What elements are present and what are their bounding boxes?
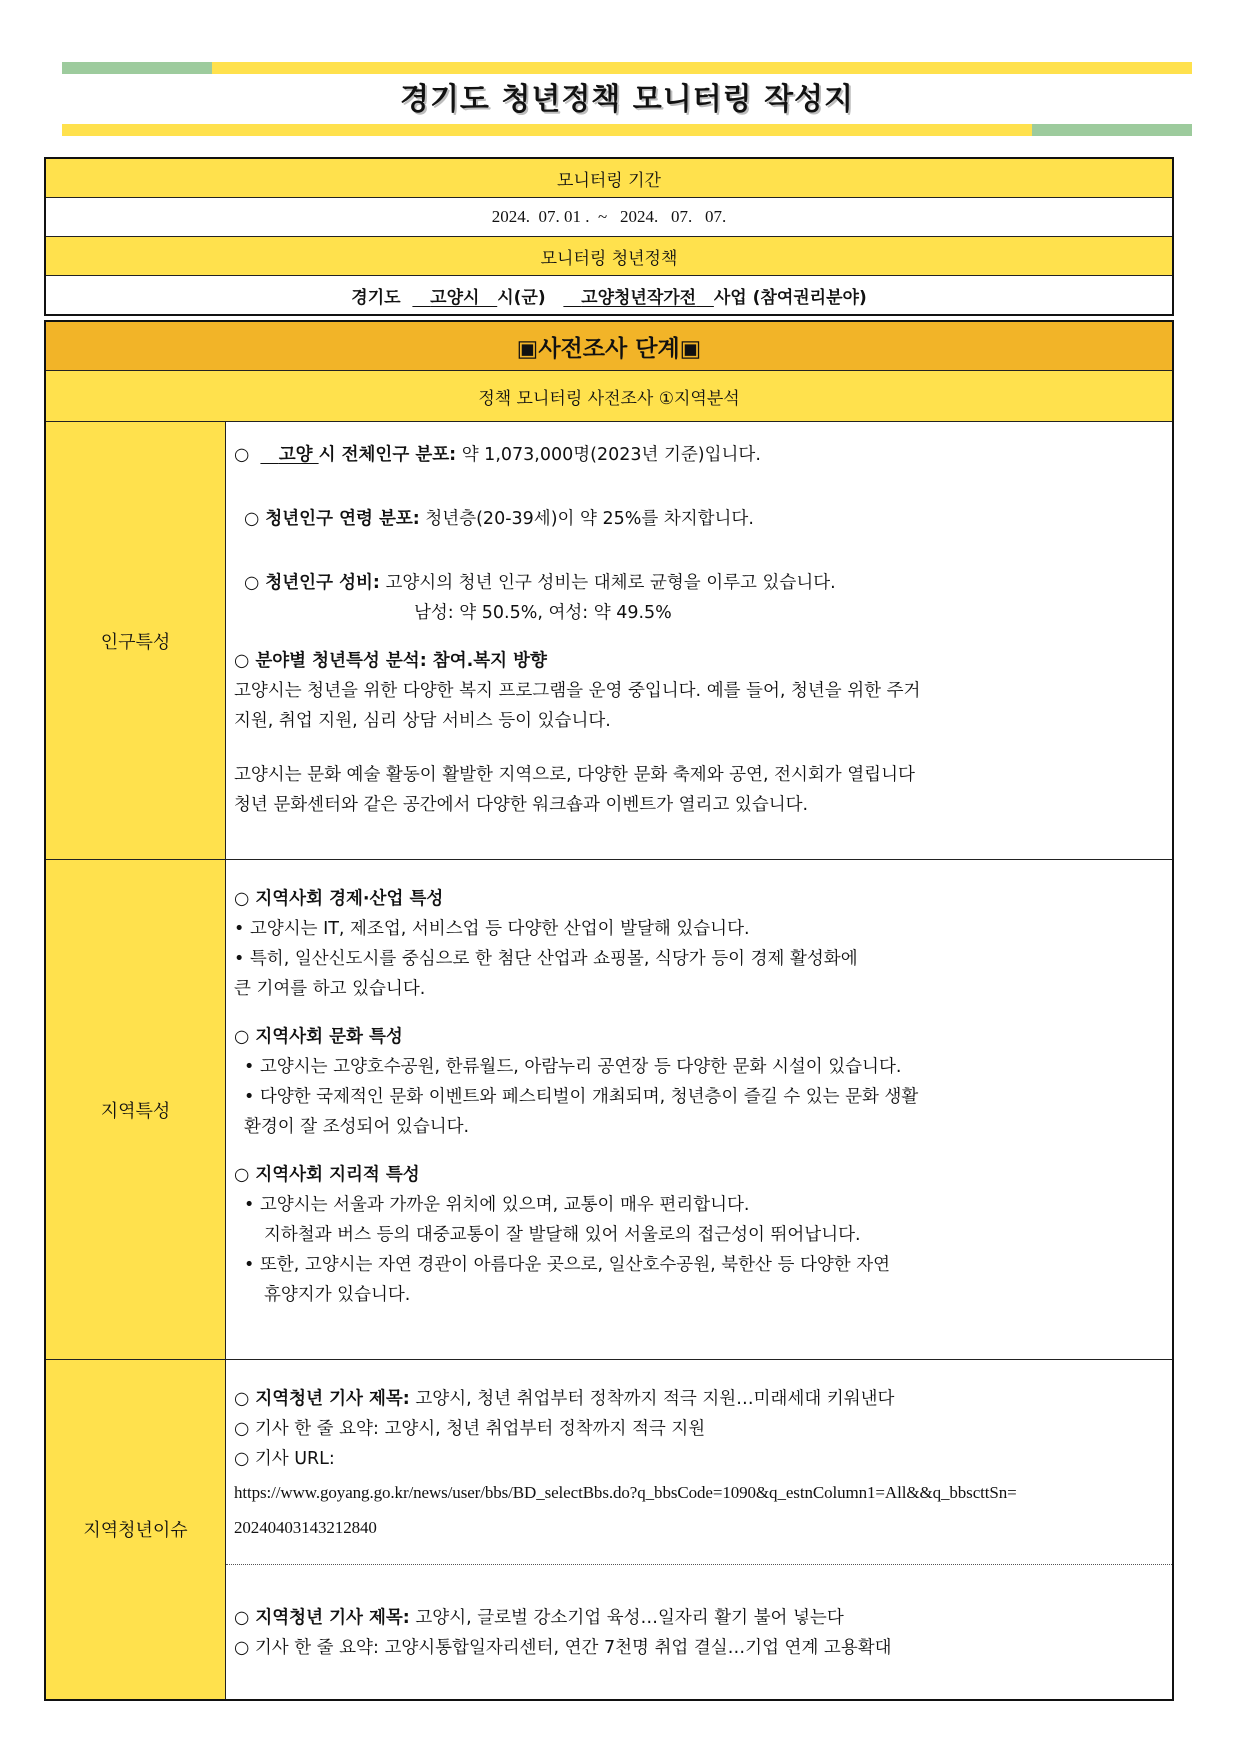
pre-survey-table [44, 320, 1174, 1701]
policy-city-suffix: 시(군) [497, 287, 546, 308]
issues-content [226, 1360, 1174, 1700]
region-econ-title: ○ 지역사회 경제·산업 특성 [234, 889, 444, 909]
population-content [226, 422, 1174, 860]
stage-header: ▣사전조사 단계▣ [45, 321, 1173, 371]
region-econ-item: • 고양시는 IT, 제조업, 서비스업 등 다양한 산업이 발달해 있습니다. [234, 919, 750, 939]
article2-title: ○ 지역청년 기사 제목: 고양시, 글로벌 강소기업 육성…일자리 활기 불어 넣는다 [234, 1608, 844, 1628]
population-age: ○ 청년인구 연령 분포: 청년층(20-39세)이 약 25%를 차지합니다. [244, 509, 754, 529]
population-gender-detail: 남성: 약 50.5%, 여성: 약 49.5% [414, 603, 672, 623]
title-bar-top-green [62, 62, 212, 74]
population-field-text: 청년 문화센터와 같은 공간에서 다양한 워크숍과 이벤트가 열리고 있습니다. [234, 795, 809, 815]
region-culture-item: 환경이 잘 조성되어 있습니다. [244, 1117, 470, 1137]
region-econ-item: 큰 기여를 하고 있습니다. [234, 979, 426, 999]
policy-row [45, 276, 1173, 316]
region-geo-item: • 또한, 고양시는 자연 경관이 아름다운 곳으로, 일산호수공원, 북한산 등 다양한 자연 [244, 1255, 891, 1275]
article1-summary: ○ 기사 한 줄 요약: 고양시, 청년 취업부터 정착까지 적극 지원 [234, 1419, 706, 1439]
article1-url[interactable]: https://www.goyang.go.kr/news/user/bbs/BD_selectBbs.do?q_bbsCode=1090&q_estnColumn1=All&&q_bbscttSn= [234, 1483, 1017, 1502]
region-econ-item: • 특히, 일산신도시를 중심으로 한 첨단 산업과 쇼핑몰, 식당가 등이 경제 활성화에 [234, 949, 858, 969]
page-title: 경기도 청년정책 모니터링 작성지 [399, 82, 855, 117]
issues-label: 지역청년이슈 [45, 1360, 226, 1700]
region-culture-item: • 고양시는 고양호수공원, 한류월드, 아람누리 공연장 등 다양한 문화 시설이 있습니다. [244, 1057, 902, 1077]
region-geo-item: 휴양지가 있습니다. [264, 1285, 411, 1305]
policy-prefix: 경기도 [351, 287, 401, 308]
article1-title: ○ 지역청년 기사 제목: 고양시, 청년 취업부터 정착까지 적극 지원…미래세대 키워낸다 [234, 1389, 895, 1409]
region-culture-title: ○ 지역사회 문화 특성 [234, 1027, 403, 1047]
population-gender: ○ 청년인구 성비: 고양시의 청년 인구 성비는 대체로 균형을 이루고 있습니다. [244, 573, 836, 593]
region-label: 지역특성 [45, 860, 226, 1360]
article1-url-label: ○ 기사 URL: [234, 1449, 335, 1469]
title-bar-bottom-green [1032, 124, 1192, 136]
period-value: 2024. 07. 01 . ~ 2024. 07. 07. [45, 198, 1173, 237]
policy-label: 모니터링 청년정책 [45, 237, 1173, 276]
article2-summary: ○ 기사 한 줄 요약: 고양시통합일자리센터, 연간 7천명 취업 결실…기업 연계 고용확대 [234, 1638, 892, 1658]
policy-program-suffix: 사업 (참여권리분야) [713, 287, 867, 308]
policy-city: 고양시 [430, 287, 480, 308]
title-bar-bottom-yellow [62, 124, 1032, 136]
monitoring-info-table [44, 157, 1174, 316]
divider [226, 1564, 1172, 1603]
region-culture-item: • 다양한 국제적인 문화 이벤트와 페스티벌이 개최되며, 청년층이 즐길 수 있는 문화 생활 [244, 1087, 919, 1107]
population-field-text: 고양시는 문화 예술 활동이 활발한 지역으로, 다양한 문화 축제와 공연, 전시회가 열립니다 [234, 765, 915, 785]
population-field-text: 고양시는 청년을 위한 다양한 복지 프로그램을 운영 중입니다. 예를 들어, 청년을 위한 주거 [234, 681, 921, 701]
population-field-title: ○ 분야별 청년특성 분석: 참여.복지 방향 [234, 651, 547, 671]
region-geo-title: ○ 지역사회 지리적 특성 [234, 1165, 420, 1185]
title-bar-top-yellow [212, 62, 1192, 74]
population-total: ○ 고양 시 전체인구 분포: 약 1,073,000명(2023년 기준)입니다. [234, 445, 761, 465]
population-label: 인구특성 [45, 422, 226, 860]
period-label: 모니터링 기간 [45, 158, 1173, 198]
region-geo-item: • 고양시는 서울과 가까운 위치에 있으며, 교통이 매우 편리합니다. [244, 1195, 750, 1215]
policy-program: 고양청년작가전 [581, 287, 697, 308]
article1-url-cont[interactable]: 20240403143212840 [234, 1518, 377, 1537]
region-geo-item: 지하철과 버스 등의 대중교통이 잘 발달해 있어 서울로의 접근성이 뛰어납니다. [264, 1225, 861, 1245]
population-field-text: 지원, 취업 지원, 심리 상담 서비스 등이 있습니다. [234, 711, 611, 731]
stage-subheader: 정책 모니터링 사전조사 ①지역분석 [45, 371, 1173, 422]
region-content [226, 860, 1174, 1360]
